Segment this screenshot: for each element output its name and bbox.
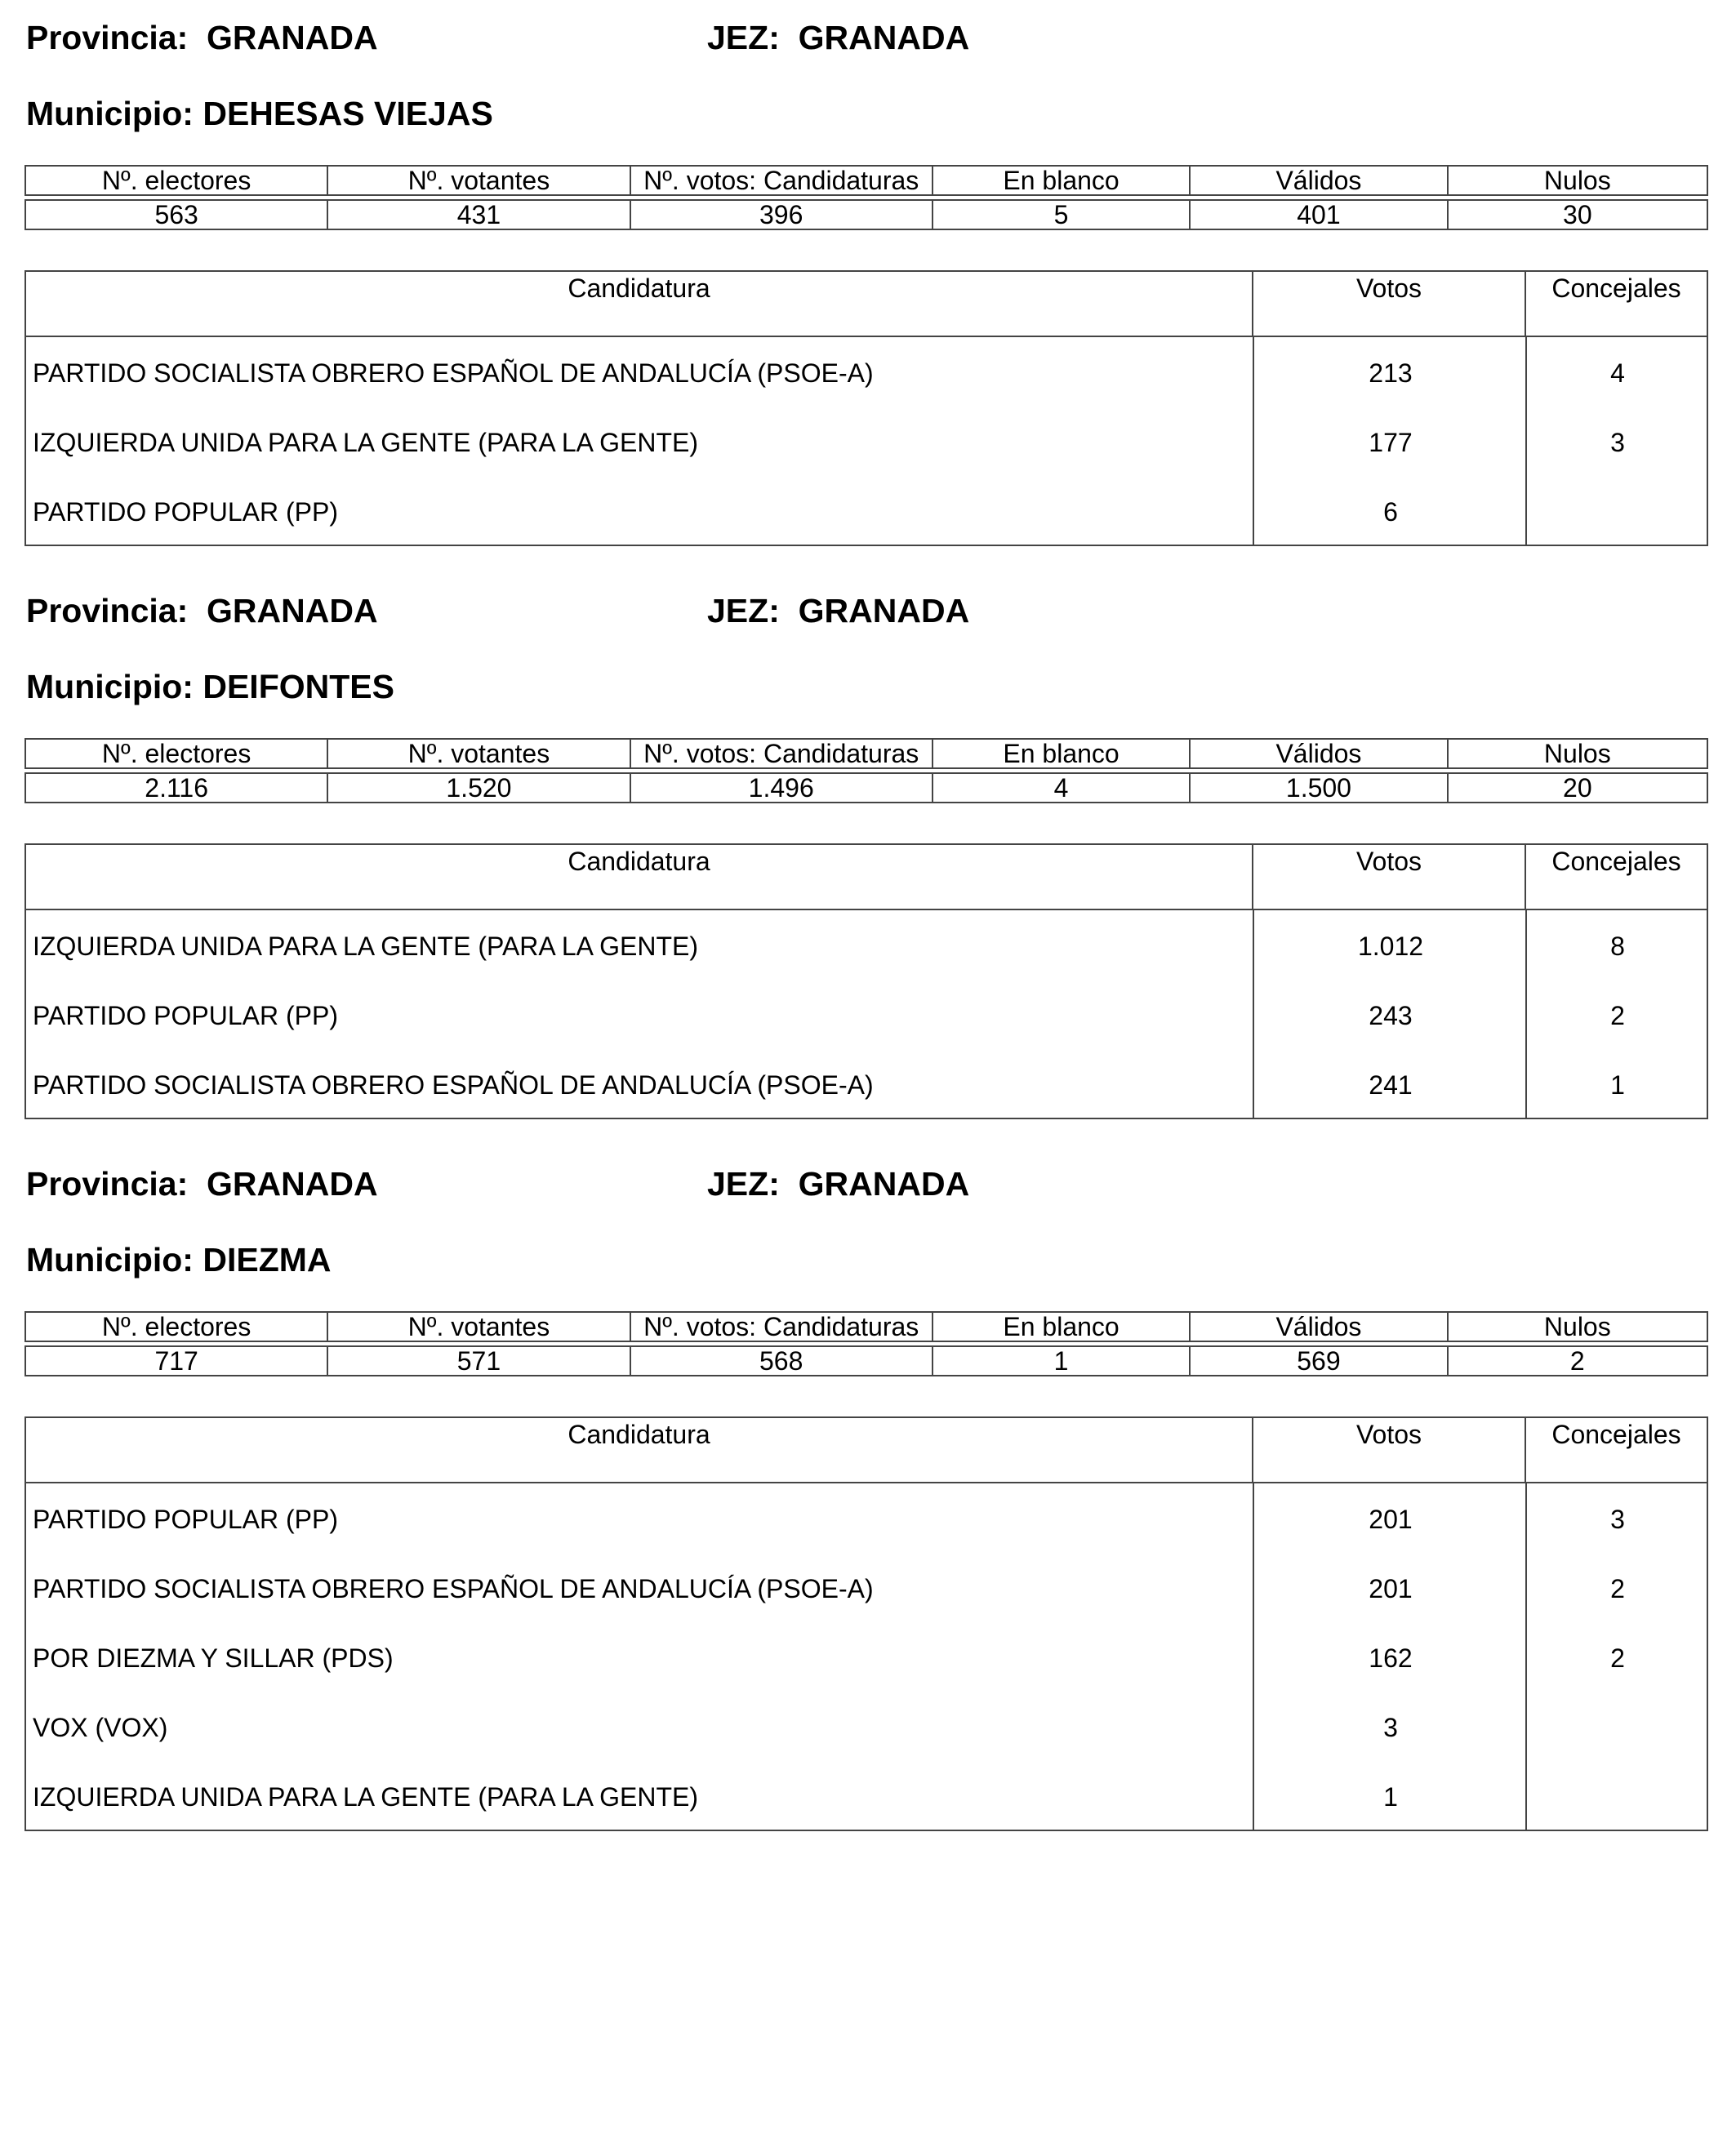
municipio-section (0, 0, 1736, 571)
candidatura-name: IZQUIERDA UNIDA PARA LA GENTE (PARA LA GENTE) (33, 428, 699, 457)
table-row (26, 1624, 1707, 1693)
municipio-label: Municipio: DEIFONTES (26, 668, 394, 705)
stats-header-cell: Nº. votos: Candidaturas (631, 1313, 933, 1341)
candidaturas-table (24, 1416, 1708, 1831)
stats-header-cell: En blanco (933, 167, 1191, 194)
stats-header-cell: Nº. votos: Candidaturas (631, 167, 933, 194)
candidatura-name: PARTIDO POPULAR (PP) (33, 1505, 338, 1534)
stats-header-cell: Nulos (1543, 738, 1611, 768)
stats-header-cell: Nulos (1543, 1311, 1611, 1341)
candidatura-header: Candidatura (26, 272, 1253, 336)
stats-value-cell: 568 (631, 1347, 933, 1375)
candidatura-concejales: 2 (1610, 1574, 1625, 1603)
municipio-section (0, 573, 1736, 1145)
candidatura-name: IZQUIERDA UNIDA PARA LA GENTE (PARA LA GENTE) (33, 1782, 699, 1812)
candidatura-name: VOX (VOX) (33, 1713, 168, 1742)
candidatura-concejales: 3 (1610, 428, 1625, 457)
candidatura-name: POR DIEZMA Y SILLAR (PDS) (33, 1643, 394, 1673)
stats-value-cell: 717 (26, 1347, 328, 1375)
municipio-label: Municipio: DEHESAS VIEJAS (26, 95, 493, 132)
candidatura-concejales: 8 (1610, 932, 1625, 961)
votos-header: Votos (1253, 272, 1526, 336)
stats-value-cell: 569 (1191, 1347, 1448, 1375)
candidatura-votes: 243 (1369, 1001, 1413, 1030)
candidatura-header: Candidatura (26, 845, 1253, 909)
stats-value-cell: 1.496 (631, 774, 933, 802)
candidatura-name: PARTIDO SOCIALISTA OBRERO ESPAÑOL DE ANDALUCÍA (PSOE-A) (33, 358, 874, 388)
stats-header-cell: Nº. electores (26, 740, 328, 767)
candidaturas-table (24, 843, 1708, 1119)
candidatura-votes: 162 (1369, 1643, 1413, 1673)
stats-value-row (24, 199, 1708, 230)
jez-label: JEZ: GRANADA (707, 19, 970, 56)
stats-header-row (24, 1311, 1708, 1342)
stats-header-cell: Nulos (1543, 165, 1611, 195)
candidatura-votes: 3 (1383, 1713, 1398, 1742)
candidaturas-header-row (26, 1418, 1707, 1483)
table-row (26, 1693, 1707, 1763)
table-row (26, 981, 1707, 1051)
candidatura-concejales: 1 (1610, 1070, 1625, 1100)
stats-header-cell: Válidos (1191, 740, 1448, 767)
concejales-header: Concejales (1551, 847, 1681, 876)
votos-header: Votos (1253, 1418, 1526, 1482)
stats-header-cell: Nº. votantes (328, 740, 630, 767)
stats-value-cell: 2.116 (26, 774, 328, 802)
stats-header-cell: En blanco (933, 1313, 1191, 1341)
stats-value-cell: 1 (933, 1347, 1191, 1375)
stats-header-cell: Nº. votantes (328, 167, 630, 194)
municipio-section (0, 1146, 1736, 1812)
stats-value-cell: 396 (631, 201, 933, 229)
candidatura-votes: 1.012 (1357, 932, 1424, 961)
jez-label: JEZ: GRANADA (707, 592, 970, 629)
table-row (26, 1554, 1707, 1624)
jez-label: JEZ: GRANADA (707, 1165, 970, 1203)
stats-value-cell: 1.500 (1191, 774, 1448, 802)
candidatura-name: IZQUIERDA UNIDA PARA LA GENTE (PARA LA GENTE) (33, 932, 699, 961)
candidatura-name: PARTIDO POPULAR (PP) (33, 1001, 338, 1030)
table-row (26, 1051, 1707, 1120)
candidatura-concejales: 3 (1610, 1505, 1625, 1534)
stats-header-cell: Nº. electores (26, 1313, 328, 1341)
table-row (26, 1485, 1707, 1554)
candidatura-concejales: 4 (1610, 358, 1625, 388)
votos-header: Votos (1253, 845, 1526, 909)
candidatura-header: Candidatura (26, 1418, 1253, 1482)
stats-value-cell: 20 (1563, 772, 1592, 803)
stats-value-row (24, 772, 1708, 803)
stats-header-cell: Válidos (1191, 1313, 1448, 1341)
table-row (26, 478, 1707, 547)
candidatura-votes: 177 (1369, 428, 1413, 457)
stats-value-cell: 571 (328, 1347, 630, 1375)
stats-header-cell: Nº. votantes (328, 1313, 630, 1341)
provincia-label: Provincia: GRANADA (26, 592, 378, 629)
stats-value-cell: 2 (1569, 1345, 1585, 1376)
candidaturas-header-row (26, 845, 1707, 910)
candidatura-name: PARTIDO POPULAR (PP) (33, 497, 338, 527)
table-row (26, 1763, 1707, 1832)
stats-header-row (24, 165, 1708, 196)
candidatura-votes: 213 (1369, 358, 1413, 388)
candidatura-name: PARTIDO SOCIALISTA OBRERO ESPAÑOL DE ANDALUCÍA (PSOE-A) (33, 1574, 874, 1603)
provincia-label: Provincia: GRANADA (26, 1165, 378, 1203)
candidatura-name: PARTIDO SOCIALISTA OBRERO ESPAÑOL DE ANDALUCÍA (PSOE-A) (33, 1070, 874, 1100)
stats-value-cell: 563 (26, 201, 328, 229)
concejales-header: Concejales (1551, 273, 1681, 303)
candidatura-concejales: 2 (1610, 1001, 1625, 1030)
provincia-label: Provincia: GRANADA (26, 19, 378, 56)
stats-header-cell: En blanco (933, 740, 1191, 767)
candidatura-votes: 201 (1369, 1505, 1413, 1534)
candidatura-votes: 6 (1383, 497, 1398, 527)
candidatura-votes: 201 (1369, 1574, 1413, 1603)
stats-value-cell: 431 (328, 201, 630, 229)
candidaturas-table (24, 270, 1708, 546)
stats-value-cell: 4 (933, 774, 1191, 802)
stats-value-cell: 1.520 (328, 774, 630, 802)
table-row (26, 408, 1707, 478)
municipio-label: Municipio: DIEZMA (26, 1241, 332, 1279)
stats-header-cell: Nº. votos: Candidaturas (631, 740, 933, 767)
candidatura-concejales: 2 (1610, 1643, 1625, 1673)
stats-value-cell: 30 (1563, 199, 1592, 229)
table-row (26, 912, 1707, 981)
candidaturas-header-row (26, 272, 1707, 337)
stats-header-row (24, 738, 1708, 769)
stats-header-cell: Nº. electores (26, 167, 328, 194)
stats-header-cell: Válidos (1191, 167, 1448, 194)
candidatura-votes: 241 (1369, 1070, 1413, 1100)
stats-value-cell: 5 (933, 201, 1191, 229)
concejales-header: Concejales (1551, 1420, 1681, 1449)
table-row (26, 339, 1707, 408)
candidatura-votes: 1 (1383, 1782, 1398, 1812)
stats-value-cell: 401 (1191, 201, 1448, 229)
stats-value-row (24, 1345, 1708, 1376)
